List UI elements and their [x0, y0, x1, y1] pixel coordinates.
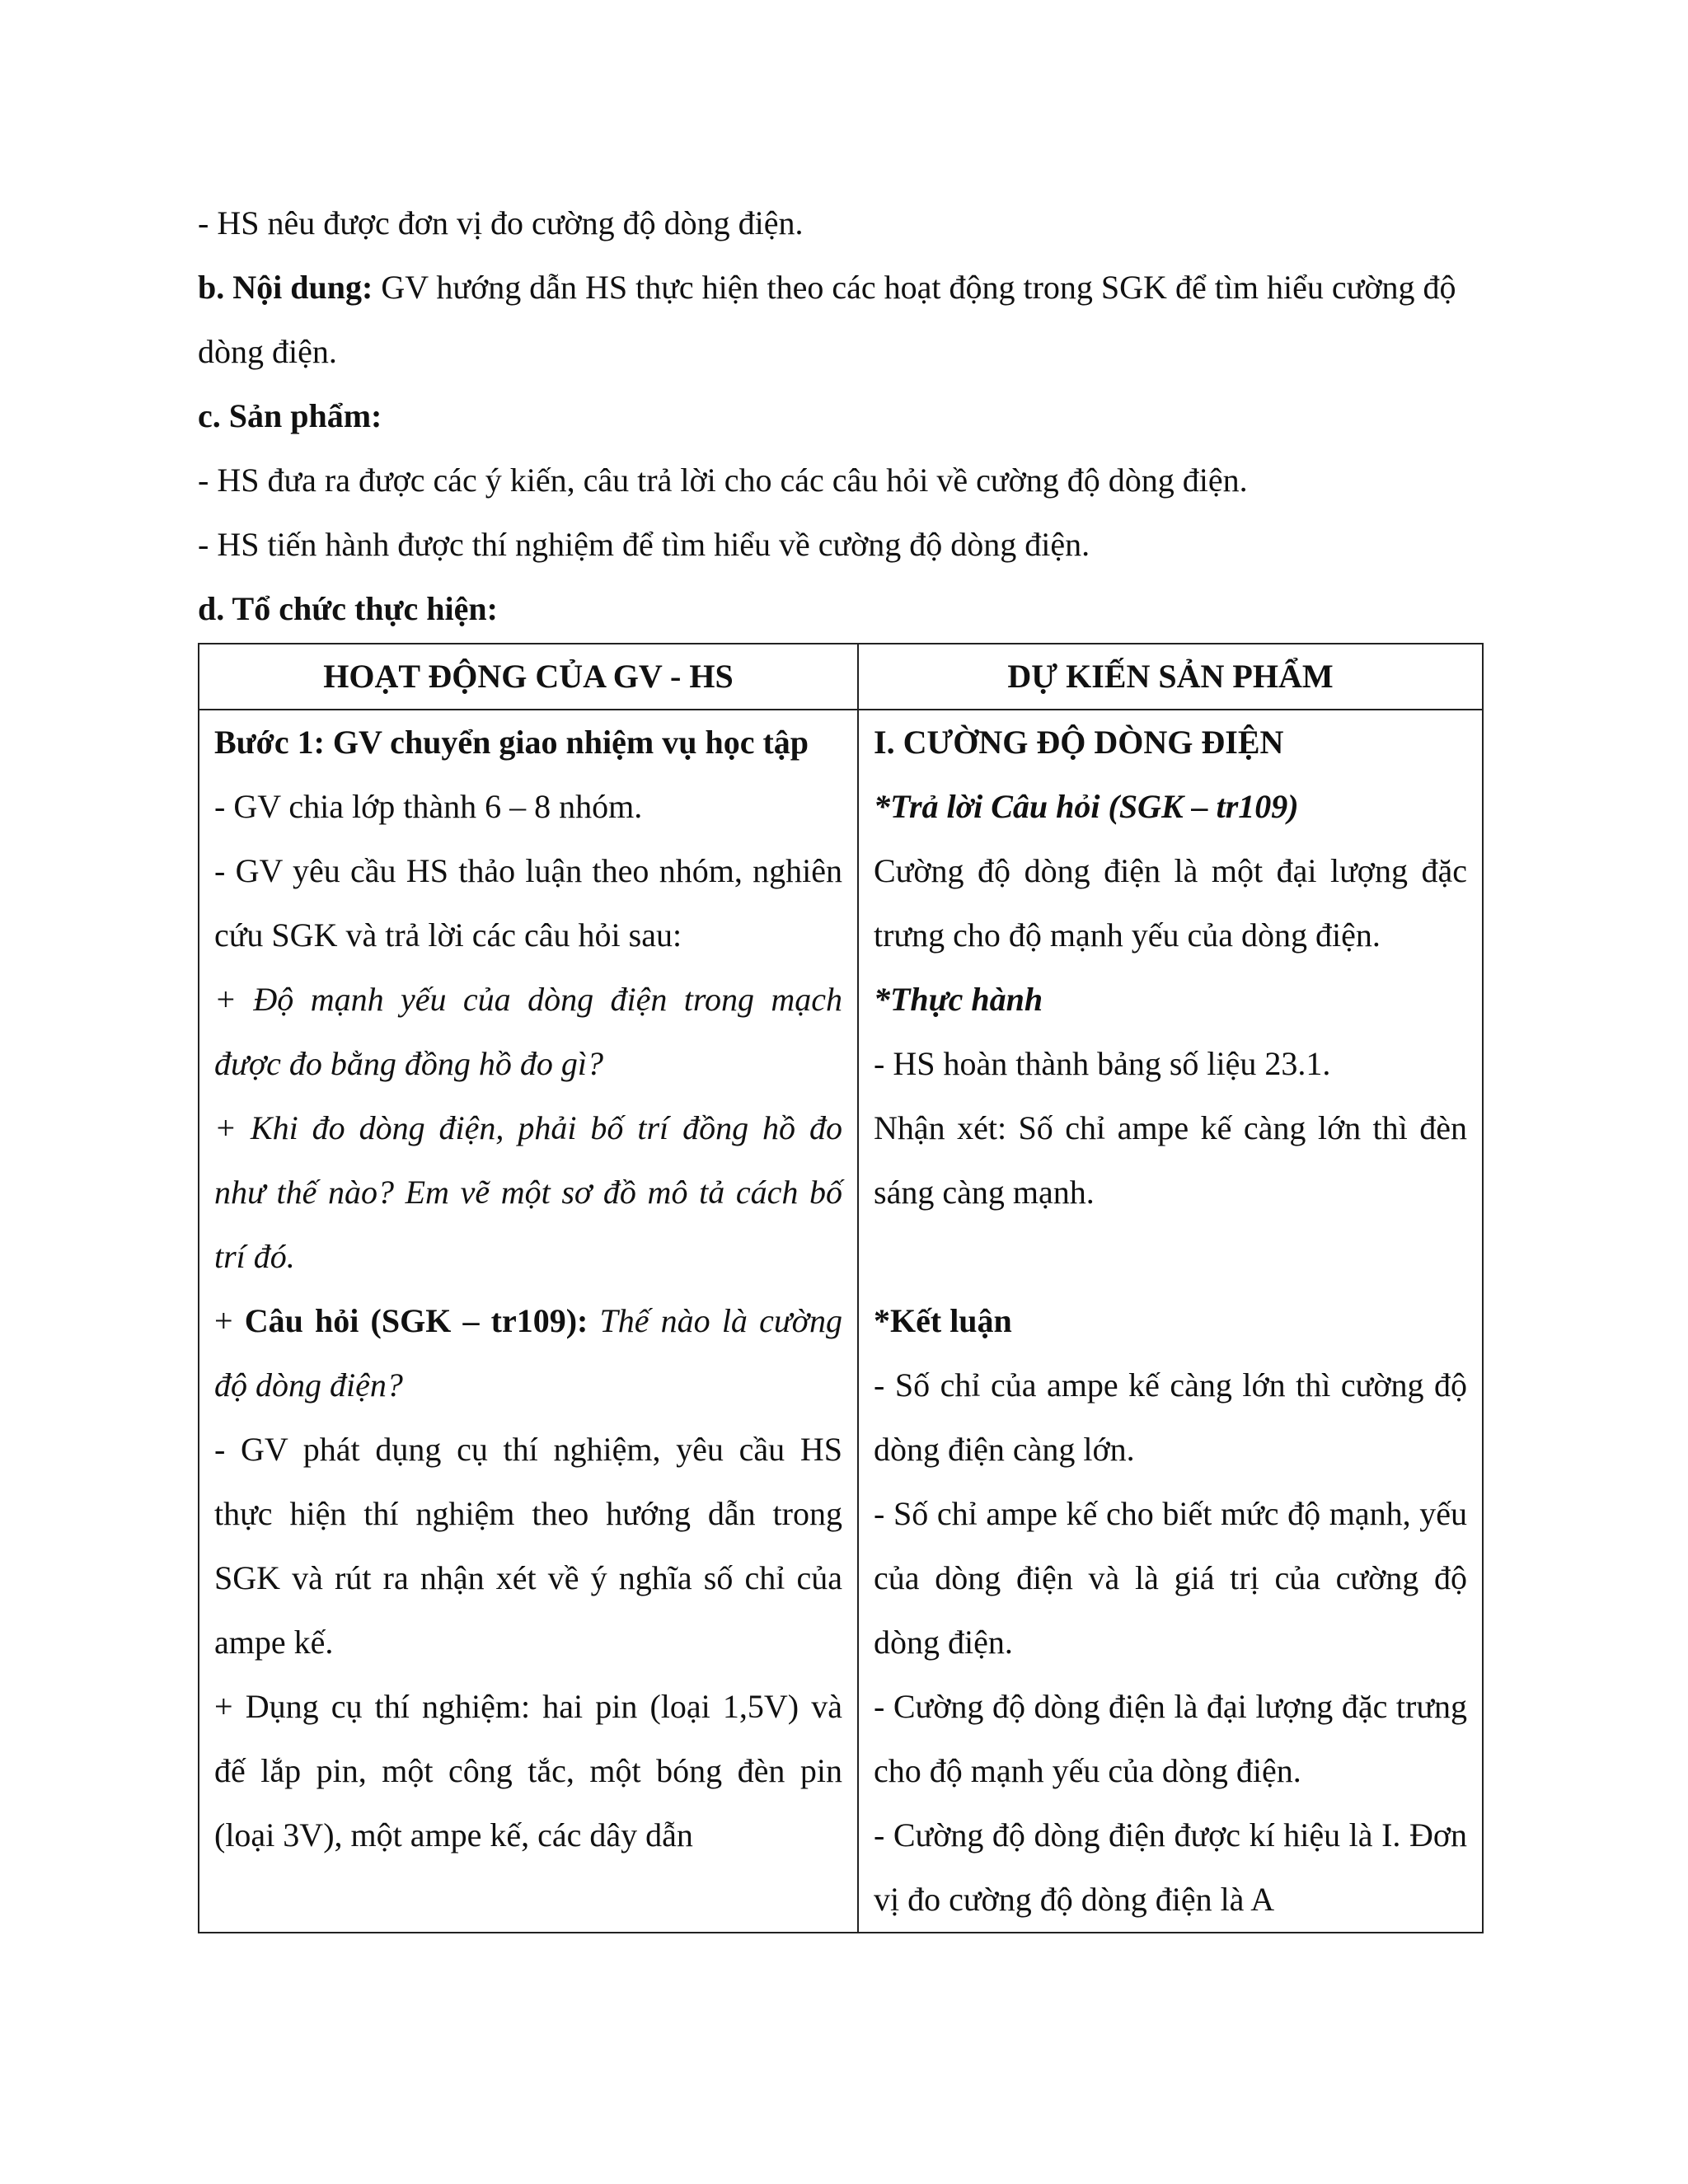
conclusion-item-3: - Cường độ dòng điện là đại lượng đặc trưng cho độ mạnh yếu của dòng điện.: [874, 1688, 1467, 1789]
question-3-prefix: +: [214, 1302, 245, 1339]
question-2: + Khi đo dòng điện, phải bố trí đồng hồ đo như thế nào? Em vẽ một sơ đồ mô tả cách bố trí đó.: [214, 1109, 842, 1275]
activity-experiment: - GV phát dụng cụ thí nghiệm, yêu cầu HS thực hiện thí nghiệm theo hướng dẫn trong SGK và rút ra nhận xét về ý nghĩa số chỉ của ampe kế.: [214, 1431, 842, 1661]
spacer: [874, 1225, 1467, 1289]
conclusion-item-2: - Số chỉ ampe kế cho biết mức độ mạnh, yếu của dòng điện và là giá trị của cường độ dòng điện.: [874, 1495, 1467, 1661]
header-expected-products: DỰ KIẾN SẢN PHẨM: [858, 644, 1483, 710]
question-1: + Độ mạnh yếu của dòng điện trong mạch được đo bằng đồng hồ đo gì?: [214, 981, 842, 1082]
definition-text: Cường độ dòng điện là một đại lượng đặc trưng cho độ mạnh yếu của dòng điện.: [874, 852, 1467, 954]
activity-group-split: - GV chia lớp thành 6 – 8 nhóm.: [214, 788, 643, 825]
practice-label: *Thực hành: [874, 981, 1043, 1018]
conclusion-item-1: - Số chỉ của ampe kế càng lớn thì cường độ dòng điện càng lớn.: [874, 1366, 1467, 1468]
section-heading: I. CƯỜNG ĐỘ DÒNG ĐIỆN: [874, 724, 1284, 761]
activity-equipment: + Dụng cụ thí nghiệm: hai pin (loại 1,5V) và đế lắp pin, một công tắc, một bóng đèn pin (loại 3V), một ampe kế, các dây dẫn: [214, 1688, 842, 1854]
objective-line: - HS nêu được đơn vị đo cường độ dòng điện.: [198, 204, 804, 241]
content-label: b. Nội dung:: [198, 269, 373, 306]
practice-item-1: - HS hoàn thành bảng số liệu 23.1.: [874, 1045, 1331, 1082]
content-text: GV hướng dẫn HS thực hiện theo các hoạt động trong SGK để tìm hiểu cường độ dòng điện.: [198, 269, 1456, 370]
step1-heading: Bước 1: GV chuyển giao nhiệm vụ học tập: [214, 724, 809, 761]
product-label: c. Sản phẩm:: [198, 397, 382, 434]
header-activities: HOẠT ĐỘNG CỦA GV - HS: [199, 644, 858, 710]
product-item-1: - HS đưa ra được các ý kiến, câu trả lời cho các câu hỏi về cường độ dòng điện.: [198, 462, 1248, 499]
table-header-row: [199, 644, 1483, 710]
answer-label: *Trả lời Câu hỏi (SGK – tr109): [874, 788, 1299, 825]
conclusion-label: *Kết luận: [874, 1302, 1012, 1339]
question-3-label: Câu hỏi (SGK – tr109):: [244, 1302, 588, 1339]
products-cell: [858, 710, 1483, 1933]
document-page: [198, 191, 1484, 1933]
activities-cell: [199, 710, 858, 1933]
table-row: [199, 710, 1483, 1933]
question-3-text: Thế nào là cường độ dòng điện?: [214, 1302, 842, 1404]
practice-item-2: Nhận xét: Số chỉ ampe kế càng lớn thì đèn sáng càng mạnh.: [874, 1109, 1467, 1211]
organization-label: d. Tổ chức thực hiện:: [198, 590, 498, 627]
content-paragraph: [198, 255, 1484, 384]
question-3: [214, 1289, 842, 1418]
lesson-table: [198, 643, 1484, 1933]
activity-discussion: - GV yêu cầu HS thảo luận theo nhóm, nghiên cứu SGK và trả lời các câu hỏi sau:: [214, 852, 842, 954]
conclusion-item-4: - Cường độ dòng điện được kí hiệu là I. Đơn vị đo cường độ dòng điện là A: [874, 1816, 1467, 1918]
product-item-2: - HS tiến hành được thí nghiệm để tìm hiểu về cường độ dòng điện.: [198, 526, 1090, 563]
